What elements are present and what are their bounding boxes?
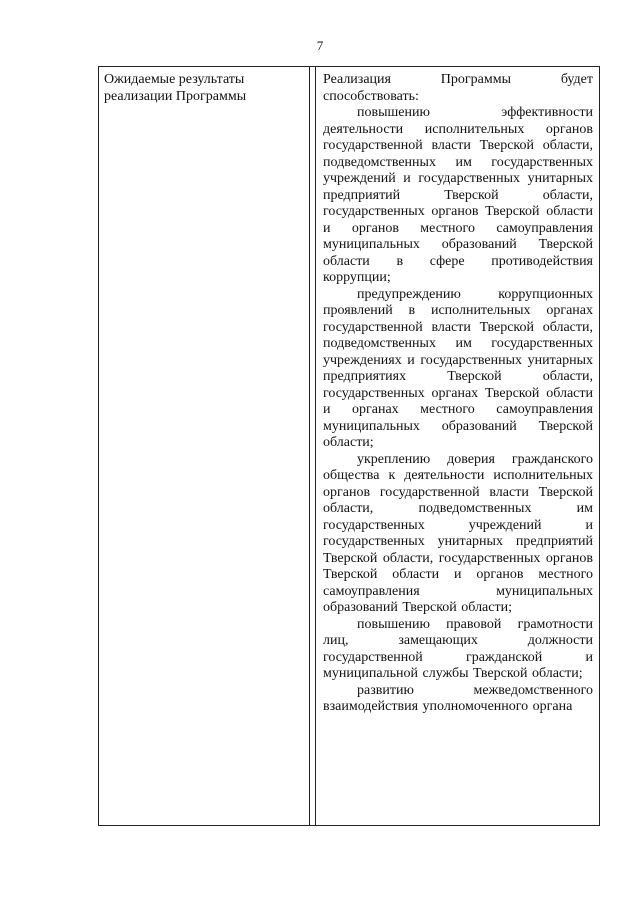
result-item: предупреждению коррупционных проявлений в исполнительных органах государственной власти Тверской области, подведомственных им государственных учреждениях и государственных унитарных предприятиях Тверской области, государственных органах Тверской области и органах местного самоуправления муниципальных образований Тверской области; [323,286,593,450]
table-divider-inner [315,67,316,825]
page-number: 7 [316,38,324,53]
expected-results-label: Ожидаемые результаты реализации Программы [104,72,247,104]
table-divider [309,67,310,825]
table-border-right [599,67,600,825]
result-item: повышению эффективности деятельности исполнительных органов государственной власти Тверской области, подведомственных им государственных учреждений и государственных унитарных предприятий Тверской области, государственных органов Тверской области и органов местного самоуправления муниципальных образований Тверской области в сфере противодействия коррупции; [323,105,593,285]
results-intro: Реализация Программы будет способствовать: [323,72,593,104]
program-results-table [98,66,600,826]
expected-results-content [323,72,593,716]
result-item: развитию межведомственного взаимодействия уполномоченного органа [323,682,593,714]
result-item: укреплению доверия гражданского общества к деятельности исполнительных органов государственной власти Тверской области, подведомственных им государственных учреждений и государственных унитарных предприятий Тверской области, государственных органов Тверской области и органов местного самоуправления муниципальных образований Тверской области; [323,451,593,615]
result-item: повышению правовой грамотности лиц, замещающих должности государственной гражданской и муниципальной службы Тверской области; [323,616,593,681]
table-border-left [98,67,99,825]
